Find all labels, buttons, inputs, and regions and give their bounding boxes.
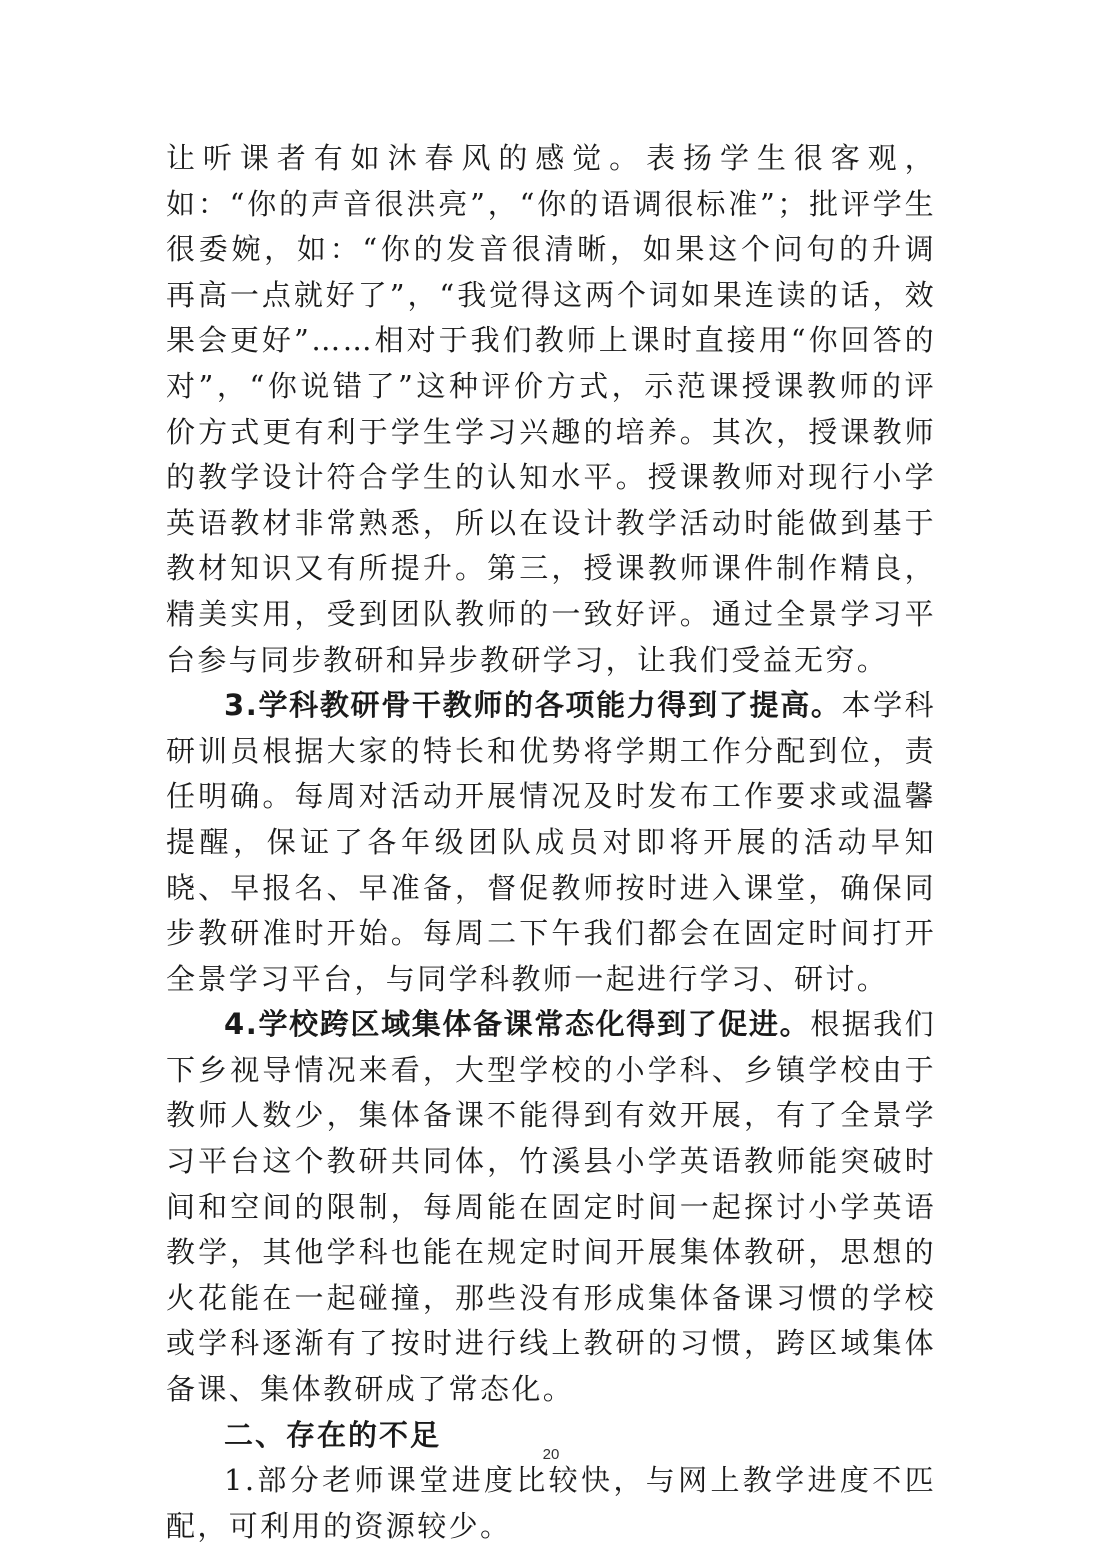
point-4-body: 根据我们下乡视导情况来看，大型学校的小学科、乡镇学校由于教师人数少，集体备课不能得到有效开展，有了全景学习平台这个教研共同体，竹溪县小学英语教师能突破时间和空间的限制，每周能在固定时间一起探讨小学英语教学，其他学科也能在规定时间开展集体教研，思想的火花能在一起碰撞，那些没有形成集体备课习惯的学校或学科逐渐有了按时进行线上教研的习惯，跨区域集体备课、集体教研成了常态化。	[166, 1007, 936, 1407]
point-4-heading: 4.学校跨区域集体备课常态化得到了促进。	[224, 1007, 811, 1042]
point-3-paragraph	[166, 683, 936, 1002]
page-number: 20	[542, 1446, 560, 1463]
point-3-heading: 3.学科教研骨干教师的各项能力得到了提高。	[224, 688, 842, 723]
section-2-title: 二、存在的不足	[224, 1417, 442, 1452]
section-2-item-1: 1.部分老师课堂进度比较快，与网上教学进度不匹配，可利用的资源较少。	[166, 1463, 936, 1543]
document-body	[166, 136, 936, 1549]
point-4-paragraph	[166, 1002, 936, 1412]
continuation-paragraph: 让听课者有如沐春风的感觉。表扬学生很客观，如：“你的声音很洪亮”，“你的语调很标准”；批评学生很委婉，如：“你的发音很清晰，如果这个问句的升调再高一点就好了”，“我觉得这两个词如果连读的话，效果会更好”……相对于我们教师上课时直接用“你回答的对”，“你说错了”这种评价方式，示范课授课教师的评价方式更有利于学生学习兴趣的培养。其次，授课教师的教学设计符合学生的认知水平。授课教师对现行小学英语教材非常熟悉，所以在设计教学活动时能做到基于教材知识又有所提升。第三，授课教师课件制作精良，精美实用，受到团队教师的一致好评。通过全景学习平台参与同步教研和异步教研学习，让我们受益无穷。	[166, 141, 936, 677]
point-3-body: 本学科研训员根据大家的特长和优势将学期工作分配到位，责任明确。每周对活动开展情况及时发布工作要求或温馨提醒，保证了各年级团队成员对即将开展的活动早知晓、早报名、早准备，督促教师按时进入课堂，确保同步教研准时开始。每周二下午我们都会在固定时间打开全景学习平台，与同学科教师一起进行学习、研讨。	[166, 688, 937, 996]
